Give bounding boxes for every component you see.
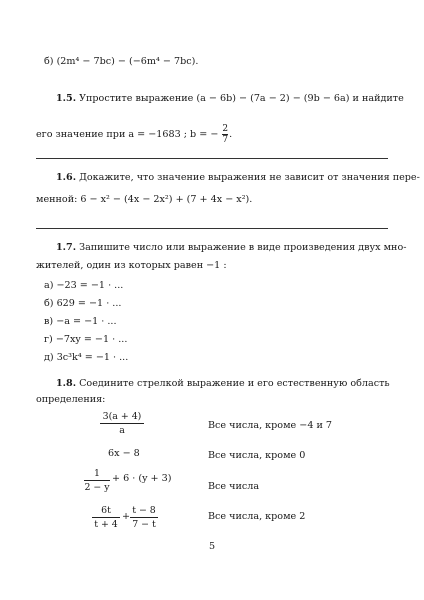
problem-text-cont: его значение при a = −1683 ; b = −: [36, 129, 219, 140]
problem-number: 1.6.: [56, 172, 77, 183]
expression-3-fraction: 1 2 − y: [84, 468, 110, 493]
domain-2: Все числа, кроме 0: [208, 450, 306, 461]
separator-line: [36, 228, 388, 229]
problem-text: Запишите число или выражение в виде произведения двух мно-: [79, 242, 407, 253]
expression-4-plus: +: [122, 511, 131, 522]
expression-1: 3(a + 4) a: [100, 411, 144, 436]
page-number: 5: [208, 541, 216, 552]
problem-1-7-line1: [56, 242, 406, 254]
problem-1-6-line2: менной: 6 − x² − (4x − 2x²) + (7 + 4x − x²).: [36, 194, 253, 205]
problem-text: Упростите выражение (a − 6b) − (7a − 2) − (9b − 6a) и найдите: [79, 93, 404, 104]
fraction-two-sevenths: $\frac{2}{7}$: [222, 124, 229, 145]
list-item: д) 3c³k⁴ = −1 · ...: [44, 352, 129, 363]
list-item: г) −7xy = −1 · ...: [44, 334, 128, 345]
list-item: в) −a = −1 · ...: [44, 316, 117, 327]
separator-line: [36, 158, 388, 159]
problem-number: 1.8.: [56, 378, 77, 389]
expression-4-fraction-b: t − 8 7 − t: [130, 505, 158, 530]
expression-4-fraction-a: 6t t + 4: [92, 505, 120, 530]
problem-1-8-line2: определения:: [36, 394, 106, 405]
problem-1-6-line1: [56, 172, 420, 184]
problem-number: 1.7.: [56, 242, 77, 253]
domain-3: Все числа: [208, 481, 260, 492]
problem-1-5-line2: его значение при a = −1683 ; b = − $\frac{2}{7}$ .: [36, 124, 233, 145]
problem-text: Соедините стрелкой выражение и его естественную область: [79, 378, 390, 389]
expression-2: 6x − 8: [108, 448, 140, 459]
problem-1-7-line2: жителей, один из которых равен −1 :: [36, 260, 227, 271]
item-b-expression: б) (2m⁴ − 7bc) − (−6m⁴ − 7bc).: [44, 56, 199, 67]
problem-1-8-line1: [56, 378, 390, 390]
list-item: б) 629 = −1 · ...: [44, 298, 122, 309]
list-item: а) −23 = −1 · ...: [44, 280, 124, 291]
problem-1-5-line1: [56, 93, 404, 105]
domain-1: Все числа, кроме −4 и 7: [208, 420, 333, 431]
problem-text: Докажите, что значение выражения не зависит от значения пере-: [79, 172, 420, 183]
problem-number: 1.5.: [56, 93, 77, 104]
expression-3-rest: + 6 · (y + 3): [112, 473, 172, 484]
domain-4: Все числа, кроме 2: [208, 511, 306, 522]
